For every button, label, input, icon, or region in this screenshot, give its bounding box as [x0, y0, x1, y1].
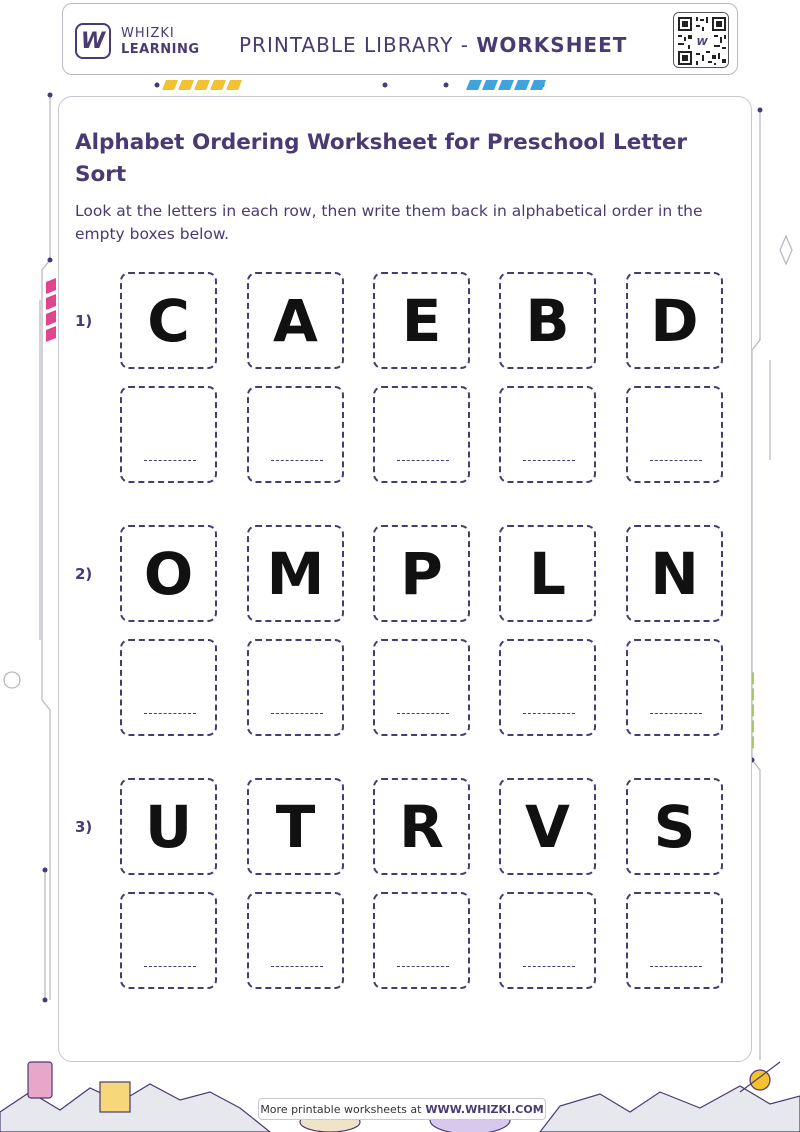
letter: V: [525, 792, 570, 861]
header-title-bold: WORKSHEET: [476, 33, 628, 57]
write-line: [271, 966, 323, 967]
answer-box[interactable]: [373, 892, 470, 989]
brand-line-1: WHIZKI: [121, 26, 175, 41]
letter: P: [400, 539, 443, 608]
letter-box: [247, 778, 344, 875]
answer-box[interactable]: [120, 892, 217, 989]
row-2-label: 2): [75, 565, 93, 583]
write-line: [144, 966, 196, 967]
letter-box: [247, 272, 344, 369]
write-line: [523, 713, 575, 714]
answer-box[interactable]: [499, 639, 596, 736]
footer-url[interactable]: WWW.WHIZKI.COM: [425, 1102, 544, 1116]
footer-link[interactable]: [258, 1098, 546, 1120]
letter: S: [653, 792, 696, 861]
answer-box[interactable]: [626, 892, 723, 989]
letter: L: [529, 539, 566, 608]
letter-box: [626, 272, 723, 369]
brand-line-2: LEARNING: [121, 42, 200, 57]
letter-box: [120, 778, 217, 875]
write-line: [523, 966, 575, 967]
letter: D: [650, 286, 699, 355]
letter: R: [399, 792, 444, 861]
header-title: [239, 33, 627, 57]
whizki-logo-icon: [75, 23, 111, 59]
write-line: [650, 460, 702, 461]
letter: C: [147, 286, 190, 355]
answer-box[interactable]: [626, 639, 723, 736]
header-title-prefix: PRINTABLE LIBRARY -: [239, 33, 477, 57]
letter: B: [525, 286, 570, 355]
row-1-label: 1): [75, 312, 93, 330]
letter: U: [144, 792, 193, 861]
write-line: [523, 460, 575, 461]
write-line: [397, 460, 449, 461]
write-line: [144, 713, 196, 714]
letter-box: [499, 272, 596, 369]
logo-letter: W: [80, 28, 106, 54]
answer-box[interactable]: [626, 386, 723, 483]
page-header: [62, 3, 738, 75]
row-3-label: 3): [75, 818, 93, 836]
write-line: [397, 966, 449, 967]
answer-box[interactable]: [120, 386, 217, 483]
answer-box[interactable]: [120, 639, 217, 736]
write-line: [650, 713, 702, 714]
letter: O: [143, 539, 194, 608]
qr-code-icon[interactable]: [673, 12, 729, 68]
letter-box: [626, 778, 723, 875]
letter-box: [626, 525, 723, 622]
letter-box: [120, 525, 217, 622]
letter: M: [266, 539, 325, 608]
footer-text: More printable worksheets at: [260, 1102, 422, 1116]
write-line: [650, 966, 702, 967]
write-line: [271, 713, 323, 714]
answer-box[interactable]: [373, 639, 470, 736]
answer-box[interactable]: [247, 892, 344, 989]
letter-box: [373, 778, 470, 875]
worksheet-title: Alphabet Ordering Worksheet for Preschool Letter Sort: [75, 130, 688, 187]
write-line: [397, 713, 449, 714]
letter-box: [499, 525, 596, 622]
letter: A: [273, 286, 318, 355]
letter: E: [401, 286, 442, 355]
answer-box[interactable]: [247, 639, 344, 736]
answer-box[interactable]: [499, 386, 596, 483]
letter-box: [499, 778, 596, 875]
letter-box: [247, 525, 344, 622]
worksheet-instructions: Look at the letters in each row, then write them back in alphabetical order in the empty boxes below.: [75, 202, 703, 243]
letter: N: [650, 539, 699, 608]
letter-box: [120, 272, 217, 369]
answer-box[interactable]: [499, 892, 596, 989]
write-line: [271, 460, 323, 461]
write-line: [144, 460, 196, 461]
letter-box: [373, 272, 470, 369]
brand-name: [121, 26, 200, 58]
svg-text:W: W: [696, 37, 708, 48]
answer-box[interactable]: [373, 386, 470, 483]
letter: T: [275, 792, 316, 861]
letter-box: [373, 525, 470, 622]
answer-box[interactable]: [247, 386, 344, 483]
